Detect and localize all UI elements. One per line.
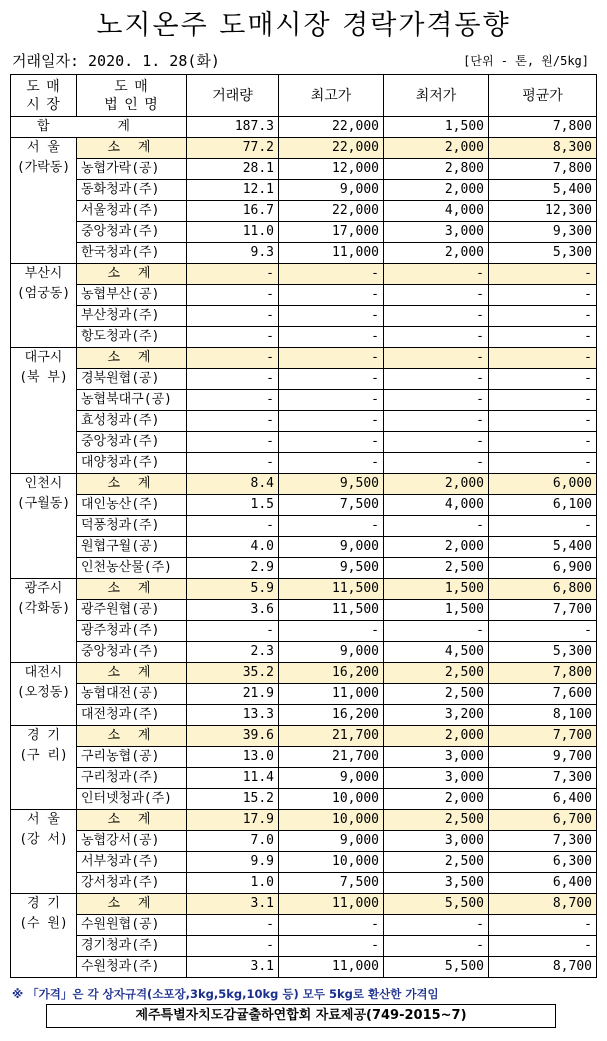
avg-price-cell: - bbox=[489, 516, 597, 537]
volume-cell: 13.0 bbox=[187, 747, 279, 768]
corp-name: 광주원협(공) bbox=[77, 600, 187, 621]
subtotal-row bbox=[11, 138, 597, 159]
volume-cell: 11.0 bbox=[187, 222, 279, 243]
volume-cell: - bbox=[187, 411, 279, 432]
max-price-cell: 21,700 bbox=[279, 726, 384, 747]
market-name: 서 울 (강 서) bbox=[11, 810, 77, 894]
volume-cell: 77.2 bbox=[187, 138, 279, 159]
total-label: 합 계 bbox=[11, 117, 187, 138]
volume-cell: 9.9 bbox=[187, 852, 279, 873]
avg-price-cell: - bbox=[489, 285, 597, 306]
corp-name: 소 계 bbox=[77, 663, 187, 684]
corp-name: 농협대전(공) bbox=[77, 684, 187, 705]
avg-price-cell: 9,700 bbox=[489, 747, 597, 768]
table-row bbox=[11, 327, 597, 348]
min-price-cell: 2,000 bbox=[384, 138, 489, 159]
table-row bbox=[11, 621, 597, 642]
volume-cell: - bbox=[187, 369, 279, 390]
volume-cell: 7.0 bbox=[187, 831, 279, 852]
min-price-cell: - bbox=[384, 432, 489, 453]
corp-name: 구리농협(공) bbox=[77, 747, 187, 768]
subtotal-row bbox=[11, 726, 597, 747]
min-price-cell: - bbox=[384, 516, 489, 537]
volume-cell: 17.9 bbox=[187, 810, 279, 831]
total-min: 1,500 bbox=[384, 117, 489, 138]
corp-name: 중앙청과(주) bbox=[77, 642, 187, 663]
avg-price-cell: 6,700 bbox=[489, 810, 597, 831]
volume-cell: 16.7 bbox=[187, 201, 279, 222]
corp-name: 서부청과(주) bbox=[77, 852, 187, 873]
header-corp bbox=[77, 75, 187, 117]
corp-name: 중앙청과(주) bbox=[77, 432, 187, 453]
min-price-cell: 3,000 bbox=[384, 768, 489, 789]
avg-price-cell: 7,700 bbox=[489, 726, 597, 747]
volume-cell: 1.5 bbox=[187, 495, 279, 516]
market-name: 경 기 (구 리) bbox=[11, 726, 77, 810]
avg-price-cell: - bbox=[489, 369, 597, 390]
volume-cell: 21.9 bbox=[187, 684, 279, 705]
max-price-cell: 22,000 bbox=[279, 138, 384, 159]
market-name: 광주시 (각화동) bbox=[11, 579, 77, 663]
volume-cell: - bbox=[187, 621, 279, 642]
total-avg: 7,800 bbox=[489, 117, 597, 138]
max-price-cell: 12,000 bbox=[279, 159, 384, 180]
min-price-cell: 4,000 bbox=[384, 495, 489, 516]
avg-price-cell: 6,100 bbox=[489, 495, 597, 516]
min-price-cell: - bbox=[384, 327, 489, 348]
table-row bbox=[11, 789, 597, 810]
min-price-cell: 2,500 bbox=[384, 852, 489, 873]
market-name: 대구시 (북 부) bbox=[11, 348, 77, 474]
page-title: 노지온주 도매시장 경락가격동향 bbox=[96, 10, 511, 41]
trade-date: 거래일자: 2020. 1. 28(화) bbox=[12, 52, 220, 70]
table-row bbox=[11, 915, 597, 936]
avg-price-cell: - bbox=[489, 915, 597, 936]
min-price-cell: - bbox=[384, 285, 489, 306]
max-price-cell: - bbox=[279, 327, 384, 348]
table-header-row bbox=[11, 75, 597, 117]
avg-price-cell: 5,400 bbox=[489, 180, 597, 201]
subtotal-row bbox=[11, 894, 597, 915]
min-price-cell: - bbox=[384, 264, 489, 285]
volume-cell: - bbox=[187, 390, 279, 411]
volume-cell: - bbox=[187, 327, 279, 348]
header-market bbox=[11, 75, 77, 117]
avg-price-cell: - bbox=[489, 411, 597, 432]
subtotal-row bbox=[11, 474, 597, 495]
volume-cell: 1.0 bbox=[187, 873, 279, 894]
avg-price-cell: 6,300 bbox=[489, 852, 597, 873]
avg-price-cell: - bbox=[489, 327, 597, 348]
volume-cell: - bbox=[187, 348, 279, 369]
max-price-cell: - bbox=[279, 915, 384, 936]
corp-name: 효성청과(주) bbox=[77, 411, 187, 432]
volume-cell: 4.0 bbox=[187, 537, 279, 558]
corp-name: 동화청과(주) bbox=[77, 180, 187, 201]
min-price-cell: 3,000 bbox=[384, 222, 489, 243]
avg-price-cell: 12,300 bbox=[489, 201, 597, 222]
max-price-cell: - bbox=[279, 621, 384, 642]
table-row bbox=[11, 495, 597, 516]
max-price-cell: 16,200 bbox=[279, 663, 384, 684]
corp-name: 소 계 bbox=[77, 579, 187, 600]
min-price-cell: 2,000 bbox=[384, 243, 489, 264]
volume-cell: - bbox=[187, 915, 279, 936]
market-name: 부산시 (엄궁동) bbox=[11, 264, 77, 348]
corp-name: 농협북대구(공) bbox=[77, 390, 187, 411]
volume-cell: 12.1 bbox=[187, 180, 279, 201]
corp-name: 광주청과(주) bbox=[77, 621, 187, 642]
volume-cell: 39.6 bbox=[187, 726, 279, 747]
max-price-cell: - bbox=[279, 432, 384, 453]
min-price-cell: 2,500 bbox=[384, 663, 489, 684]
min-price-cell: - bbox=[384, 411, 489, 432]
max-price-cell: 9,500 bbox=[279, 558, 384, 579]
max-price-cell: - bbox=[279, 306, 384, 327]
corp-name: 수원청과(주) bbox=[77, 957, 187, 978]
volume-cell: - bbox=[187, 432, 279, 453]
min-price-cell: - bbox=[384, 306, 489, 327]
avg-price-cell: - bbox=[489, 453, 597, 474]
volume-cell: - bbox=[187, 516, 279, 537]
min-price-cell: 4,000 bbox=[384, 201, 489, 222]
corp-name: 농협강서(공) bbox=[77, 831, 187, 852]
min-price-cell: 1,500 bbox=[384, 579, 489, 600]
volume-cell: 35.2 bbox=[187, 663, 279, 684]
max-price-cell: 22,000 bbox=[279, 201, 384, 222]
max-price-cell: - bbox=[279, 453, 384, 474]
max-price-cell: 11,500 bbox=[279, 579, 384, 600]
corp-name: 소 계 bbox=[77, 138, 187, 159]
max-price-cell: - bbox=[279, 264, 384, 285]
min-price-cell: 1,500 bbox=[384, 600, 489, 621]
max-price-cell: - bbox=[279, 516, 384, 537]
avg-price-cell: 6,900 bbox=[489, 558, 597, 579]
max-price-cell: 10,000 bbox=[279, 789, 384, 810]
footnote: ※ 「가격」은 각 상자규격(소포장,3kg,5kg,10kg 등) 모두 5kg로 환산한 가격임 bbox=[12, 987, 439, 1001]
avg-price-cell: 5,300 bbox=[489, 642, 597, 663]
table-body bbox=[11, 117, 597, 978]
table-row bbox=[11, 768, 597, 789]
avg-price-cell: - bbox=[489, 306, 597, 327]
header-market-text: 도 매 시 장 bbox=[26, 78, 61, 113]
corp-name: 항도청과(주) bbox=[77, 327, 187, 348]
subtotal-row bbox=[11, 663, 597, 684]
avg-price-cell: 7,300 bbox=[489, 831, 597, 852]
table-row bbox=[11, 411, 597, 432]
total-volume: 187.3 bbox=[187, 117, 279, 138]
corp-name: 서울청과(주) bbox=[77, 201, 187, 222]
subtotal-row bbox=[11, 348, 597, 369]
max-price-cell: 11,000 bbox=[279, 894, 384, 915]
min-price-cell: - bbox=[384, 369, 489, 390]
table-row bbox=[11, 453, 597, 474]
avg-price-cell: 9,300 bbox=[489, 222, 597, 243]
avg-price-cell: 6,400 bbox=[489, 789, 597, 810]
avg-price-cell: - bbox=[489, 390, 597, 411]
max-price-cell: 10,000 bbox=[279, 810, 384, 831]
max-price-cell: 10,000 bbox=[279, 852, 384, 873]
volume-cell: - bbox=[187, 453, 279, 474]
max-price-cell: 9,000 bbox=[279, 180, 384, 201]
corp-name: 대인농산(주) bbox=[77, 495, 187, 516]
corp-name: 소 계 bbox=[77, 726, 187, 747]
min-price-cell: 2,000 bbox=[384, 537, 489, 558]
corp-name: 경기청과(주) bbox=[77, 936, 187, 957]
corp-name: 인천농산물(주) bbox=[77, 558, 187, 579]
min-price-cell: 2,500 bbox=[384, 684, 489, 705]
volume-cell: 5.9 bbox=[187, 579, 279, 600]
table-row bbox=[11, 432, 597, 453]
min-price-cell: 2,800 bbox=[384, 159, 489, 180]
avg-price-cell: - bbox=[489, 432, 597, 453]
table-row bbox=[11, 957, 597, 978]
min-price-cell: 2,000 bbox=[384, 180, 489, 201]
header-corp-text: 도 매 법 인 명 bbox=[104, 78, 159, 113]
avg-price-cell: 6,800 bbox=[489, 579, 597, 600]
avg-price-cell: 5,400 bbox=[489, 537, 597, 558]
min-price-cell: 2,500 bbox=[384, 558, 489, 579]
unit-label: [단위 - 톤, 원/5kg] bbox=[463, 54, 589, 68]
avg-price-cell: 7,600 bbox=[489, 684, 597, 705]
max-price-cell: - bbox=[279, 936, 384, 957]
table-row bbox=[11, 600, 597, 621]
min-price-cell: 3,200 bbox=[384, 705, 489, 726]
avg-price-cell: 8,100 bbox=[489, 705, 597, 726]
max-price-cell: - bbox=[279, 390, 384, 411]
volume-cell: 2.9 bbox=[187, 558, 279, 579]
max-price-cell: 11,000 bbox=[279, 684, 384, 705]
corp-name: 덕풍청과(주) bbox=[77, 516, 187, 537]
volume-cell: 15.2 bbox=[187, 789, 279, 810]
avg-price-cell: 8,700 bbox=[489, 957, 597, 978]
volume-cell: 11.4 bbox=[187, 768, 279, 789]
min-price-cell: 5,500 bbox=[384, 894, 489, 915]
corp-name: 소 계 bbox=[77, 894, 187, 915]
table-row bbox=[11, 537, 597, 558]
table-row bbox=[11, 222, 597, 243]
corp-name: 경북원협(공) bbox=[77, 369, 187, 390]
max-price-cell: 11,000 bbox=[279, 243, 384, 264]
header-min: 최저가 bbox=[384, 75, 489, 117]
min-price-cell: - bbox=[384, 390, 489, 411]
table-row bbox=[11, 831, 597, 852]
max-price-cell: 7,500 bbox=[279, 495, 384, 516]
corp-name: 소 계 bbox=[77, 810, 187, 831]
avg-price-cell: 7,800 bbox=[489, 663, 597, 684]
subtotal-row bbox=[11, 810, 597, 831]
table-row bbox=[11, 747, 597, 768]
table-row bbox=[11, 390, 597, 411]
max-price-cell: 16,200 bbox=[279, 705, 384, 726]
min-price-cell: - bbox=[384, 348, 489, 369]
corp-name: 중앙청과(주) bbox=[77, 222, 187, 243]
min-price-cell: - bbox=[384, 915, 489, 936]
volume-cell: 13.3 bbox=[187, 705, 279, 726]
avg-price-cell: 7,300 bbox=[489, 768, 597, 789]
volume-cell: 3.1 bbox=[187, 957, 279, 978]
table-row bbox=[11, 243, 597, 264]
max-price-cell: 9,500 bbox=[279, 474, 384, 495]
volume-cell: 2.3 bbox=[187, 642, 279, 663]
min-price-cell: - bbox=[384, 453, 489, 474]
max-price-cell: 9,000 bbox=[279, 831, 384, 852]
max-price-cell: - bbox=[279, 369, 384, 390]
max-price-cell: 9,000 bbox=[279, 642, 384, 663]
corp-name: 대전청과(주) bbox=[77, 705, 187, 726]
max-price-cell: - bbox=[279, 411, 384, 432]
header-avg: 평균가 bbox=[489, 75, 597, 117]
table-row bbox=[11, 180, 597, 201]
subtotal-row bbox=[11, 579, 597, 600]
min-price-cell: 4,500 bbox=[384, 642, 489, 663]
min-price-cell: 3,500 bbox=[384, 873, 489, 894]
min-price-cell: 2,000 bbox=[384, 474, 489, 495]
avg-price-cell: 7,800 bbox=[489, 159, 597, 180]
min-price-cell: - bbox=[384, 621, 489, 642]
volume-cell: - bbox=[187, 306, 279, 327]
max-price-cell: 9,000 bbox=[279, 768, 384, 789]
corp-name: 구리청과(주) bbox=[77, 768, 187, 789]
max-price-cell: - bbox=[279, 285, 384, 306]
table-row bbox=[11, 306, 597, 327]
header-volume: 거래량 bbox=[187, 75, 279, 117]
volume-cell: - bbox=[187, 264, 279, 285]
avg-price-cell: 8,700 bbox=[489, 894, 597, 915]
table-row bbox=[11, 201, 597, 222]
total-row bbox=[11, 117, 597, 138]
max-price-cell: 21,700 bbox=[279, 747, 384, 768]
avg-price-cell: 6,000 bbox=[489, 474, 597, 495]
avg-price-cell: 5,300 bbox=[489, 243, 597, 264]
market-name: 인천시 (구월동) bbox=[11, 474, 77, 579]
corp-name: 소 계 bbox=[77, 474, 187, 495]
table-row bbox=[11, 705, 597, 726]
min-price-cell: 2,000 bbox=[384, 789, 489, 810]
avg-price-cell: - bbox=[489, 621, 597, 642]
max-price-cell: 11,500 bbox=[279, 600, 384, 621]
corp-name: 소 계 bbox=[77, 348, 187, 369]
corp-name: 대양청과(주) bbox=[77, 453, 187, 474]
max-price-cell: 17,000 bbox=[279, 222, 384, 243]
min-price-cell: 3,000 bbox=[384, 747, 489, 768]
min-price-cell: 2,500 bbox=[384, 810, 489, 831]
max-price-cell: - bbox=[279, 348, 384, 369]
min-price-cell: 5,500 bbox=[384, 957, 489, 978]
volume-cell: 28.1 bbox=[187, 159, 279, 180]
table-row bbox=[11, 852, 597, 873]
corp-name: 부산청과(주) bbox=[77, 306, 187, 327]
market-name: 경 기 (수 원) bbox=[11, 894, 77, 978]
avg-price-cell: - bbox=[489, 264, 597, 285]
table-row bbox=[11, 642, 597, 663]
corp-name: 소 계 bbox=[77, 264, 187, 285]
market-name: 대전시 (오정동) bbox=[11, 663, 77, 726]
volume-cell: 8.4 bbox=[187, 474, 279, 495]
subtotal-row bbox=[11, 264, 597, 285]
corp-name: 농협가락(공) bbox=[77, 159, 187, 180]
price-table bbox=[10, 74, 597, 978]
volume-cell: - bbox=[187, 285, 279, 306]
table-row bbox=[11, 558, 597, 579]
min-price-cell: 3,000 bbox=[384, 831, 489, 852]
max-price-cell: 7,500 bbox=[279, 873, 384, 894]
volume-cell: 3.1 bbox=[187, 894, 279, 915]
corp-name: 인터넷청과(주) bbox=[77, 789, 187, 810]
volume-cell: - bbox=[187, 936, 279, 957]
table-row bbox=[11, 684, 597, 705]
corp-name: 농협부산(공) bbox=[77, 285, 187, 306]
avg-price-cell: 7,700 bbox=[489, 600, 597, 621]
avg-price-cell: - bbox=[489, 348, 597, 369]
avg-price-cell: 8,300 bbox=[489, 138, 597, 159]
corp-name: 한국청과(주) bbox=[77, 243, 187, 264]
table-row bbox=[11, 159, 597, 180]
market-name: 서 울 (가락동) bbox=[11, 138, 77, 264]
max-price-cell: 9,000 bbox=[279, 537, 384, 558]
corp-name: 수원원협(공) bbox=[77, 915, 187, 936]
table-row bbox=[11, 516, 597, 537]
source-credit: 제주특별자치도감귤출하연합회 자료제공(749-2015~7) bbox=[46, 1004, 556, 1028]
corp-name: 강서청과(주) bbox=[77, 873, 187, 894]
avg-price-cell: 6,400 bbox=[489, 873, 597, 894]
max-price-cell: 11,000 bbox=[279, 957, 384, 978]
table-row bbox=[11, 369, 597, 390]
header-max: 최고가 bbox=[279, 75, 384, 117]
min-price-cell: 2,000 bbox=[384, 726, 489, 747]
min-price-cell: - bbox=[384, 936, 489, 957]
total-max: 22,000 bbox=[279, 117, 384, 138]
volume-cell: 9.3 bbox=[187, 243, 279, 264]
table-row bbox=[11, 873, 597, 894]
avg-price-cell: - bbox=[489, 936, 597, 957]
volume-cell: 3.6 bbox=[187, 600, 279, 621]
table-row bbox=[11, 285, 597, 306]
table-row bbox=[11, 936, 597, 957]
corp-name: 원협구월(공) bbox=[77, 537, 187, 558]
